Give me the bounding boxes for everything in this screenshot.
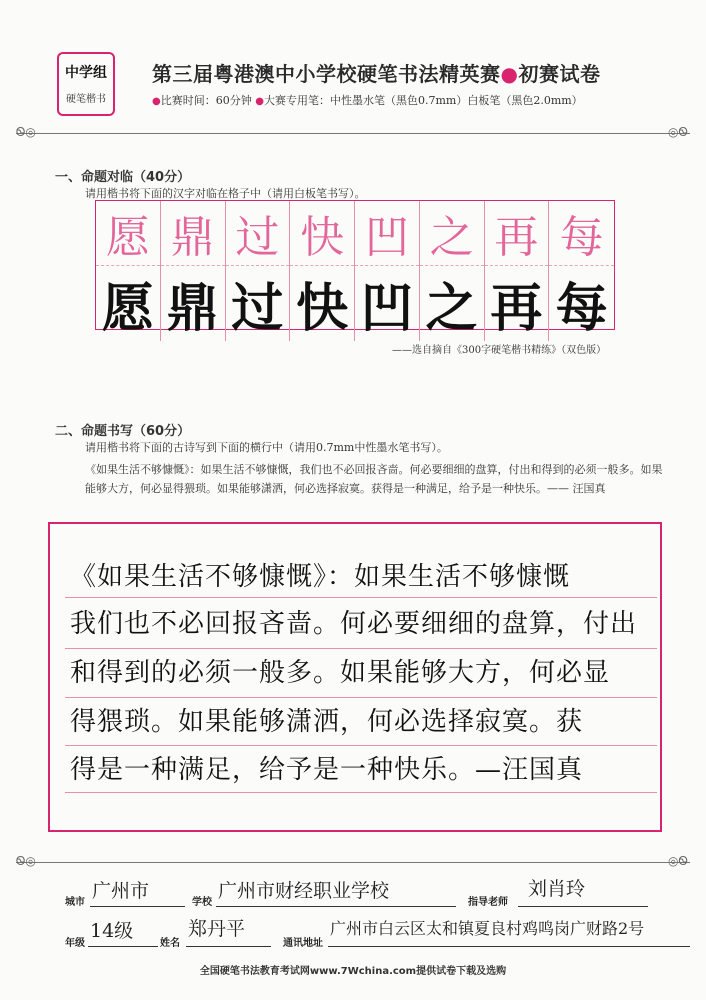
exam-title-tail: 初赛试卷 xyxy=(518,62,601,86)
grid-cell xyxy=(290,201,355,341)
teacher-value: 刘肖玲 xyxy=(528,878,586,900)
scroll-ornament-icon: ◎Ꮻ xyxy=(668,125,688,139)
copied-character xyxy=(226,266,290,341)
model-character-glyph: 快 xyxy=(300,212,345,263)
model-character-glyph: 鼎 xyxy=(170,212,215,263)
copied-character-glyph: 快 xyxy=(296,278,349,339)
model-character-glyph: 每 xyxy=(559,212,604,263)
section2-title: 二、命题书写（60分） xyxy=(55,424,191,439)
city-label: 城市 xyxy=(65,897,85,908)
copied-character-glyph: 再 xyxy=(490,278,543,339)
copied-character xyxy=(485,266,549,341)
grid-cell xyxy=(420,201,485,341)
handwritten-line: 得猥琐。如果能够潇洒，何必选择寂寞。获 xyxy=(70,707,584,737)
school-label: 学校 xyxy=(192,897,212,908)
model-character xyxy=(290,201,354,266)
model-character xyxy=(355,201,419,266)
badge-group-label: 中学组 xyxy=(65,65,107,81)
source-note: ——选自摘自《300字硬笔楷书精练》（双色版） xyxy=(392,345,607,356)
copied-character xyxy=(549,266,614,341)
city-underline xyxy=(90,906,185,907)
copied-character xyxy=(355,266,419,341)
model-character xyxy=(96,201,160,266)
copied-character xyxy=(161,266,225,341)
bullet-dot-icon: ● xyxy=(500,62,519,86)
model-character-glyph: 愿 xyxy=(105,212,150,263)
model-character-glyph: 凹 xyxy=(364,212,409,263)
handwritten-line: 和得到的必须一般多。如果能够大方，何必显 xyxy=(70,658,611,688)
badge-style-label: 硬笔楷书 xyxy=(66,94,106,105)
model-character xyxy=(226,201,290,266)
section1-instruction: 请用楷书将下面的汉字对临在格子中（请用白板笔书写）。 xyxy=(85,187,366,200)
grid-cell xyxy=(161,201,226,341)
writing-line xyxy=(65,697,657,698)
model-character xyxy=(485,201,549,266)
school-value: 广州市财经职业学校 xyxy=(218,880,390,902)
copied-character-glyph: 愿 xyxy=(101,278,154,339)
section1-title: 一、命题对临（40分） xyxy=(55,170,191,185)
address-label: 通讯地址 xyxy=(283,938,323,949)
writing-line xyxy=(65,648,657,649)
copied-character-glyph: 凹 xyxy=(360,278,413,339)
copied-character-glyph: 之 xyxy=(425,278,478,339)
divider-bottom xyxy=(16,862,690,863)
copied-character-glyph: 过 xyxy=(231,278,284,339)
exam-title-main: 第三届粤港澳中小学校硬笔书法精英赛 xyxy=(152,62,501,86)
exam-time: 比赛时间：60分钟 xyxy=(160,94,252,107)
copied-character xyxy=(96,266,160,341)
grid-cell xyxy=(485,201,550,341)
model-character-glyph: 之 xyxy=(429,212,474,263)
writing-line xyxy=(65,792,657,793)
model-character xyxy=(549,201,614,266)
address-value: 广州市白云区太和镇夏良村鸡鸣岗广财路2号 xyxy=(330,919,645,938)
copied-character xyxy=(420,266,484,341)
model-character xyxy=(161,201,225,266)
bullet-dot-icon: ● xyxy=(152,96,161,107)
scroll-ornament-icon: Ꮻ◎ xyxy=(16,854,36,868)
grid-cell xyxy=(96,201,161,341)
bullet-dot-icon: ● xyxy=(255,96,264,107)
copied-character xyxy=(290,266,354,341)
address-underline xyxy=(328,946,690,947)
grade-value: 14级 xyxy=(90,920,134,942)
grid-cell xyxy=(549,201,614,341)
copied-character-glyph: 鼎 xyxy=(166,278,219,339)
handwritten-line: 得是一种满足，给予是一种快乐。—汪国真 xyxy=(70,755,584,785)
name-label: 姓名 xyxy=(160,938,180,949)
copy-grid xyxy=(95,200,615,339)
grade-label: 年级 xyxy=(65,938,85,949)
model-character xyxy=(420,201,484,266)
grid-cell xyxy=(355,201,420,341)
writing-line xyxy=(65,745,657,746)
exam-title xyxy=(152,58,600,87)
scroll-ornament-icon: ◎Ꮻ xyxy=(668,854,688,868)
exam-subtitle xyxy=(152,92,583,108)
handwritten-line: 我们也不必回报吝啬。何必要细细的盘算，付出 xyxy=(70,609,638,639)
copied-character-glyph: 每 xyxy=(555,278,608,339)
model-character-glyph: 过 xyxy=(235,212,280,263)
school-underline xyxy=(216,906,456,907)
divider-top xyxy=(16,133,690,134)
model-character-glyph: 再 xyxy=(494,212,539,263)
poem-text: 《如果生活不够慷慨》：如果生活不够慷慨，我们也不必回报吝啬。何必要细细的盘算，付出和得到的必须一般多。如果能够大方，何必显得猥琐。如果能够潇洒，何必选择寂寞。获得是一种满足，给予是一种快乐。—— 汪国真 xyxy=(85,463,663,495)
handwritten-line: 《如果生活不够慷慨》：如果生活不够慷慨 xyxy=(70,562,571,592)
exam-pens: 大赛专用笔：中性墨水笔（黑色0.7mm）白板笔（黑色2.0mm） xyxy=(263,94,583,107)
group-badge xyxy=(57,52,115,116)
grid-cell xyxy=(226,201,291,341)
teacher-label: 指导老师 xyxy=(468,897,508,908)
scroll-ornament-icon: Ꮻ◎ xyxy=(16,125,36,139)
writing-line xyxy=(65,597,657,598)
teacher-underline xyxy=(518,906,648,907)
name-value: 郑丹平 xyxy=(188,918,246,940)
footer-note: 全国硬笔书法教育考试网www.7Wchina.com提供试卷下载及选购 xyxy=(199,966,507,977)
city-value: 广州市 xyxy=(92,880,150,902)
grade-underline xyxy=(88,946,158,947)
name-underline xyxy=(186,946,271,947)
section2-instruction: 请用楷书将下面的古诗写到下面的横行中（请用0.7mm中性墨水笔书写）。 xyxy=(85,441,448,454)
